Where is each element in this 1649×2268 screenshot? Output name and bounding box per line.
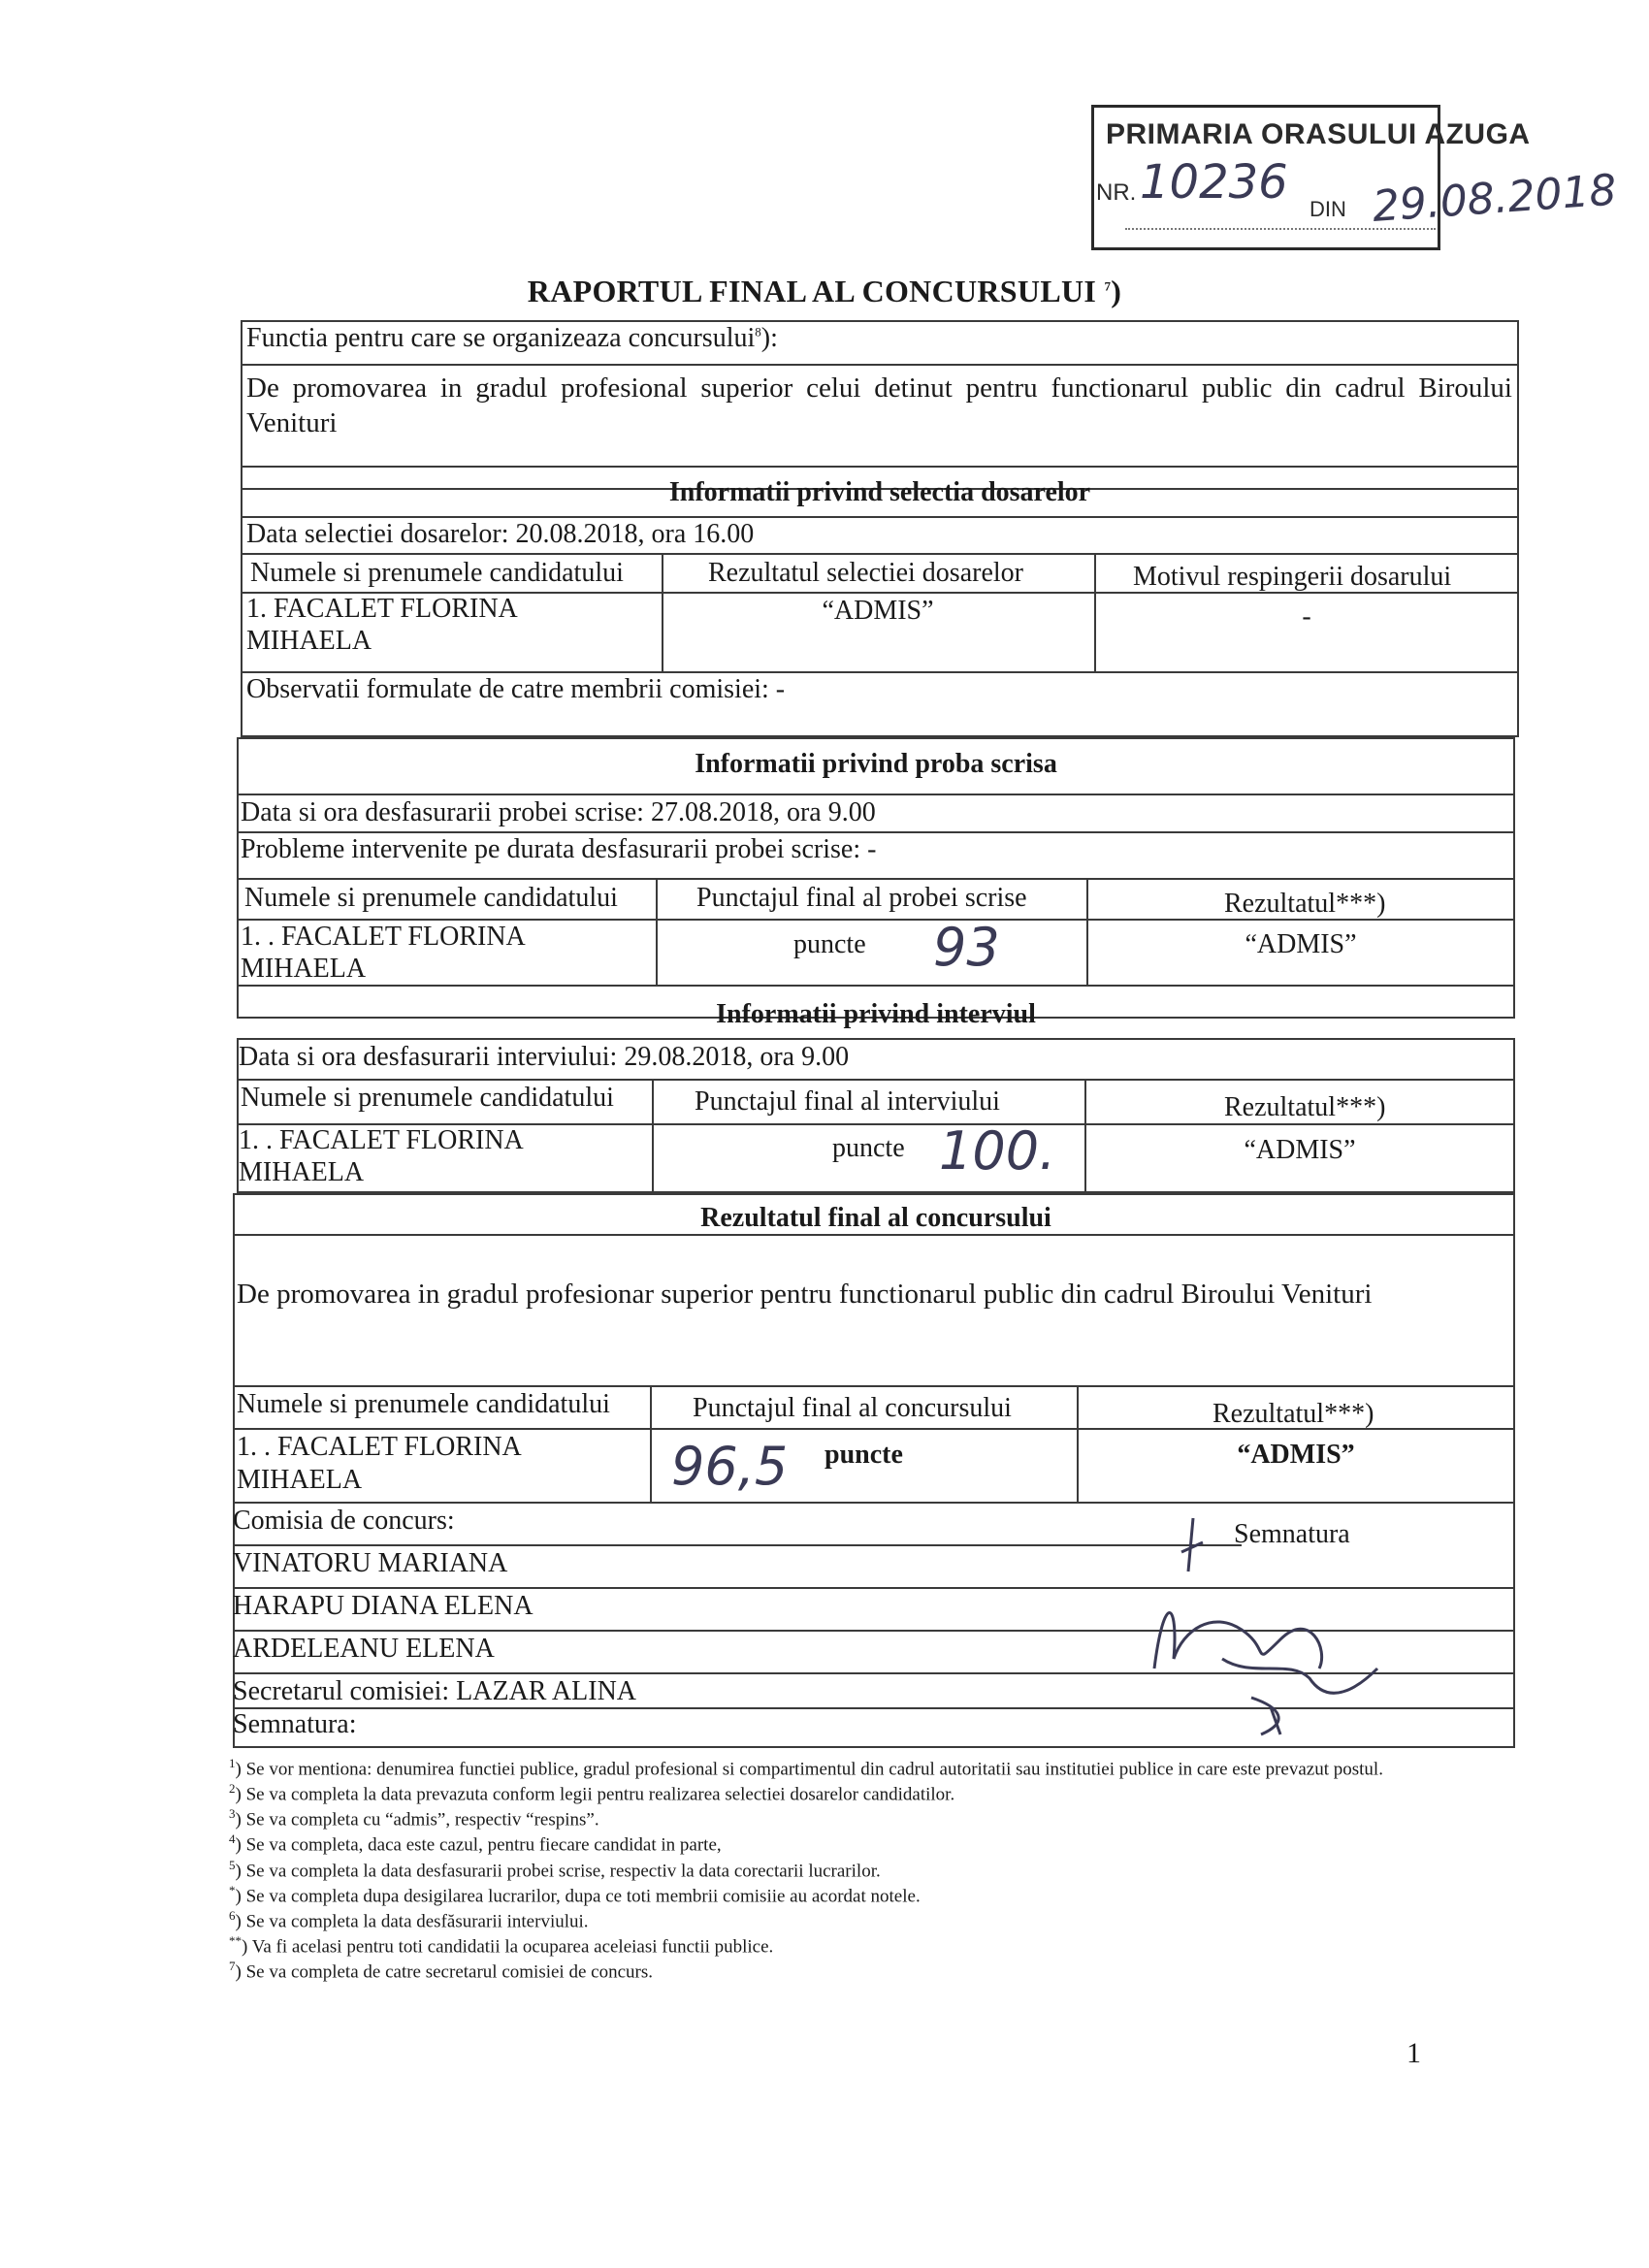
functia-value: De promovarea in gradul profesional superior celui detinut pentru functionarul public din cadrul Biroului Venituri	[246, 373, 1512, 439]
divider	[233, 1428, 1515, 1430]
selectie-heading: Informatii privind selectia dosarelor	[668, 477, 1091, 507]
comisie-secretary-signature: Semnatura:	[233, 1709, 357, 1739]
interviu-col-score: Punctajul final al interviului	[695, 1086, 1000, 1117]
scrisa-probleme: Probleme intervenite pe durata desfasurarii probei scrise: -	[241, 834, 877, 864]
final-function-text: De promovarea in gradul profesionar superior pentru functionarul public din cadrul Biroului Venituri	[237, 1279, 1373, 1310]
comisie-signature-header: Semnatura	[1234, 1519, 1350, 1549]
footnote: $^7$) Se va completa de catre secretarul comisiei de concurs.	[229, 1959, 653, 1983]
comisie-member-2: HARAPU DIANA ELENA	[233, 1591, 534, 1621]
final-puncte-value: 96,5	[671, 1436, 789, 1497]
final-candidate-name: 1. . FACALET FLORINA	[237, 1432, 522, 1462]
stamp-nr-value: 10236	[1140, 155, 1288, 210]
comisie-secretary: Secretarul comisiei: LAZAR ALINA	[233, 1676, 637, 1706]
scrisa-col-name: Numele si prenumele candidatului	[244, 883, 618, 913]
functia-label: Functia pentru care se organizeaza concursului$^8$):	[246, 323, 778, 353]
stamp-divider	[1125, 228, 1436, 230]
scrisa-col-result: Rezultatul***)	[1224, 889, 1386, 919]
selectie-date: Data selectiei dosarelor: 20.08.2018, ora 16.00	[246, 519, 755, 549]
scrisa-puncte-value: 93	[933, 917, 1000, 978]
divider	[241, 553, 1519, 555]
scrisa-heading: Informatii privind proba scrisa	[695, 749, 1057, 779]
divider	[233, 1544, 1242, 1546]
divider	[237, 919, 1515, 921]
divider	[241, 516, 1519, 518]
final-result-value: “ADMIS”	[1237, 1440, 1355, 1470]
footnote: $^4$) Se va completa, daca este cazul, pentru fiecare candidat in parte,	[229, 1831, 722, 1856]
selectie-result-value: “ADMIS”	[822, 596, 934, 626]
interviu-col-name: Numele si prenumele candidatului	[241, 1083, 614, 1113]
scrisa-puncte-label: puncte	[793, 929, 866, 959]
interviu-date: Data si ora desfasurarii interviului: 29.08.2018, ora 9.00	[239, 1042, 850, 1072]
comisie-label: Comisia de concurs:	[233, 1506, 455, 1536]
final-col-name: Numele si prenumele candidatului	[237, 1389, 610, 1419]
footnote: $^6$) Se va completa la data desfăsurarii interviului.	[229, 1907, 589, 1932]
final-heading: Rezultatul final al concursului	[700, 1203, 1051, 1233]
handwritten-signatures	[1135, 1513, 1426, 1736]
divider	[241, 671, 1519, 673]
final-col-result: Rezultatul***)	[1212, 1399, 1374, 1429]
divider	[233, 1502, 1515, 1504]
divider	[650, 1385, 652, 1502]
comisie-member-3: ARDELEANU ELENA	[233, 1634, 495, 1664]
selectie-candidate-name: 1. FACALET FLORINA	[246, 594, 518, 624]
divider	[237, 794, 1515, 795]
scrisa-candidate-name-cont: MIHAELA	[241, 954, 367, 984]
selectie-reason-value: -	[1302, 601, 1311, 632]
footnote: $^2$) Se va completa la data prevazuta conform legii pentru realizarea selectiei dosarelor candidatilor.	[229, 1781, 955, 1805]
scrisa-candidate-name: 1. . FACALET FLORINA	[241, 922, 526, 952]
document-title: RAPORTUL FINAL AL CONCURSULUI $^7$)	[527, 274, 1122, 308]
comisie-member-1: VINATORU MARIANA	[233, 1548, 508, 1578]
selectie-observatii: Observatii formulate de catre membrii comisiei: -	[246, 674, 786, 704]
final-col-score: Punctajul final al concursului	[693, 1393, 1012, 1423]
divider	[233, 1234, 1515, 1236]
footnote: *) Se va completa dupa desigilarea lucrarilor, dupa ce toti membrii comisiie au acordat notele.	[229, 1882, 921, 1906]
interviu-candidate-name: 1. . FACALET FLORINA	[239, 1125, 524, 1155]
page-number: 1	[1406, 2037, 1421, 2069]
selectie-col-name: Numele si prenumele candidatului	[250, 558, 624, 588]
divider	[237, 1079, 1515, 1081]
divider	[652, 1079, 654, 1193]
scrisa-col-score: Punctajul final al probei scrise	[696, 883, 1027, 913]
divider	[233, 1385, 1515, 1387]
interviu-result-value: “ADMIS”	[1244, 1135, 1356, 1165]
selectie-col-reason: Motivul respingerii dosarului	[1133, 562, 1452, 592]
footnote: **) Va fi acelasi pentru toti candidatii la ocuparea aceleiasi functii publice.	[229, 1932, 774, 1958]
selectie-candidate-name-cont: MIHAELA	[246, 626, 372, 656]
footnote: $^5$) Se va completa la data desfasurarii probei scrise, respectiv la data corectarii lucrarilor.	[229, 1857, 881, 1881]
divider	[237, 878, 1515, 880]
divider	[237, 985, 1515, 987]
interviu-col-result: Rezultatul***)	[1224, 1092, 1386, 1122]
footnotes	[229, 1756, 1441, 1984]
footnote: $^3$) Se va completa cu “admis”, respectiv “respins”.	[229, 1806, 599, 1831]
final-puncte-label: puncte	[824, 1440, 903, 1470]
scrisa-date: Data si ora desfasurarii probei scrise: 27.08.2018, ora 9.00	[241, 797, 876, 827]
stamp-date-value: 29.08.2018	[1371, 165, 1619, 232]
footnote: $^1$) Se vor mentiona: denumirea functiei publice, gradul profesional si compartimentul din cadrul autoritatii sau institutiei publice in care este prevazut postul.	[229, 1756, 1383, 1780]
selectie-col-result: Rezultatul selectiei dosarelor	[708, 558, 1023, 588]
divider	[656, 878, 658, 985]
stamp-nr-label: NR.	[1096, 179, 1137, 206]
interviu-puncte-value: 100.	[939, 1120, 1056, 1182]
scrisa-result-value: “ADMIS”	[1245, 929, 1357, 959]
interviu-puncte-label: puncte	[832, 1133, 905, 1163]
stamp-din-label: DIN	[1310, 197, 1346, 221]
interviu-candidate-name-cont: MIHAELA	[239, 1157, 365, 1187]
divider	[237, 831, 1515, 833]
interviu-heading: Informatii privind interviul	[716, 999, 1036, 1029]
stamp-institution: PRIMARIA ORASULUI AZUGA	[1106, 118, 1531, 150]
divider	[241, 364, 1519, 366]
final-candidate-name-cont: MIHAELA	[237, 1465, 363, 1495]
